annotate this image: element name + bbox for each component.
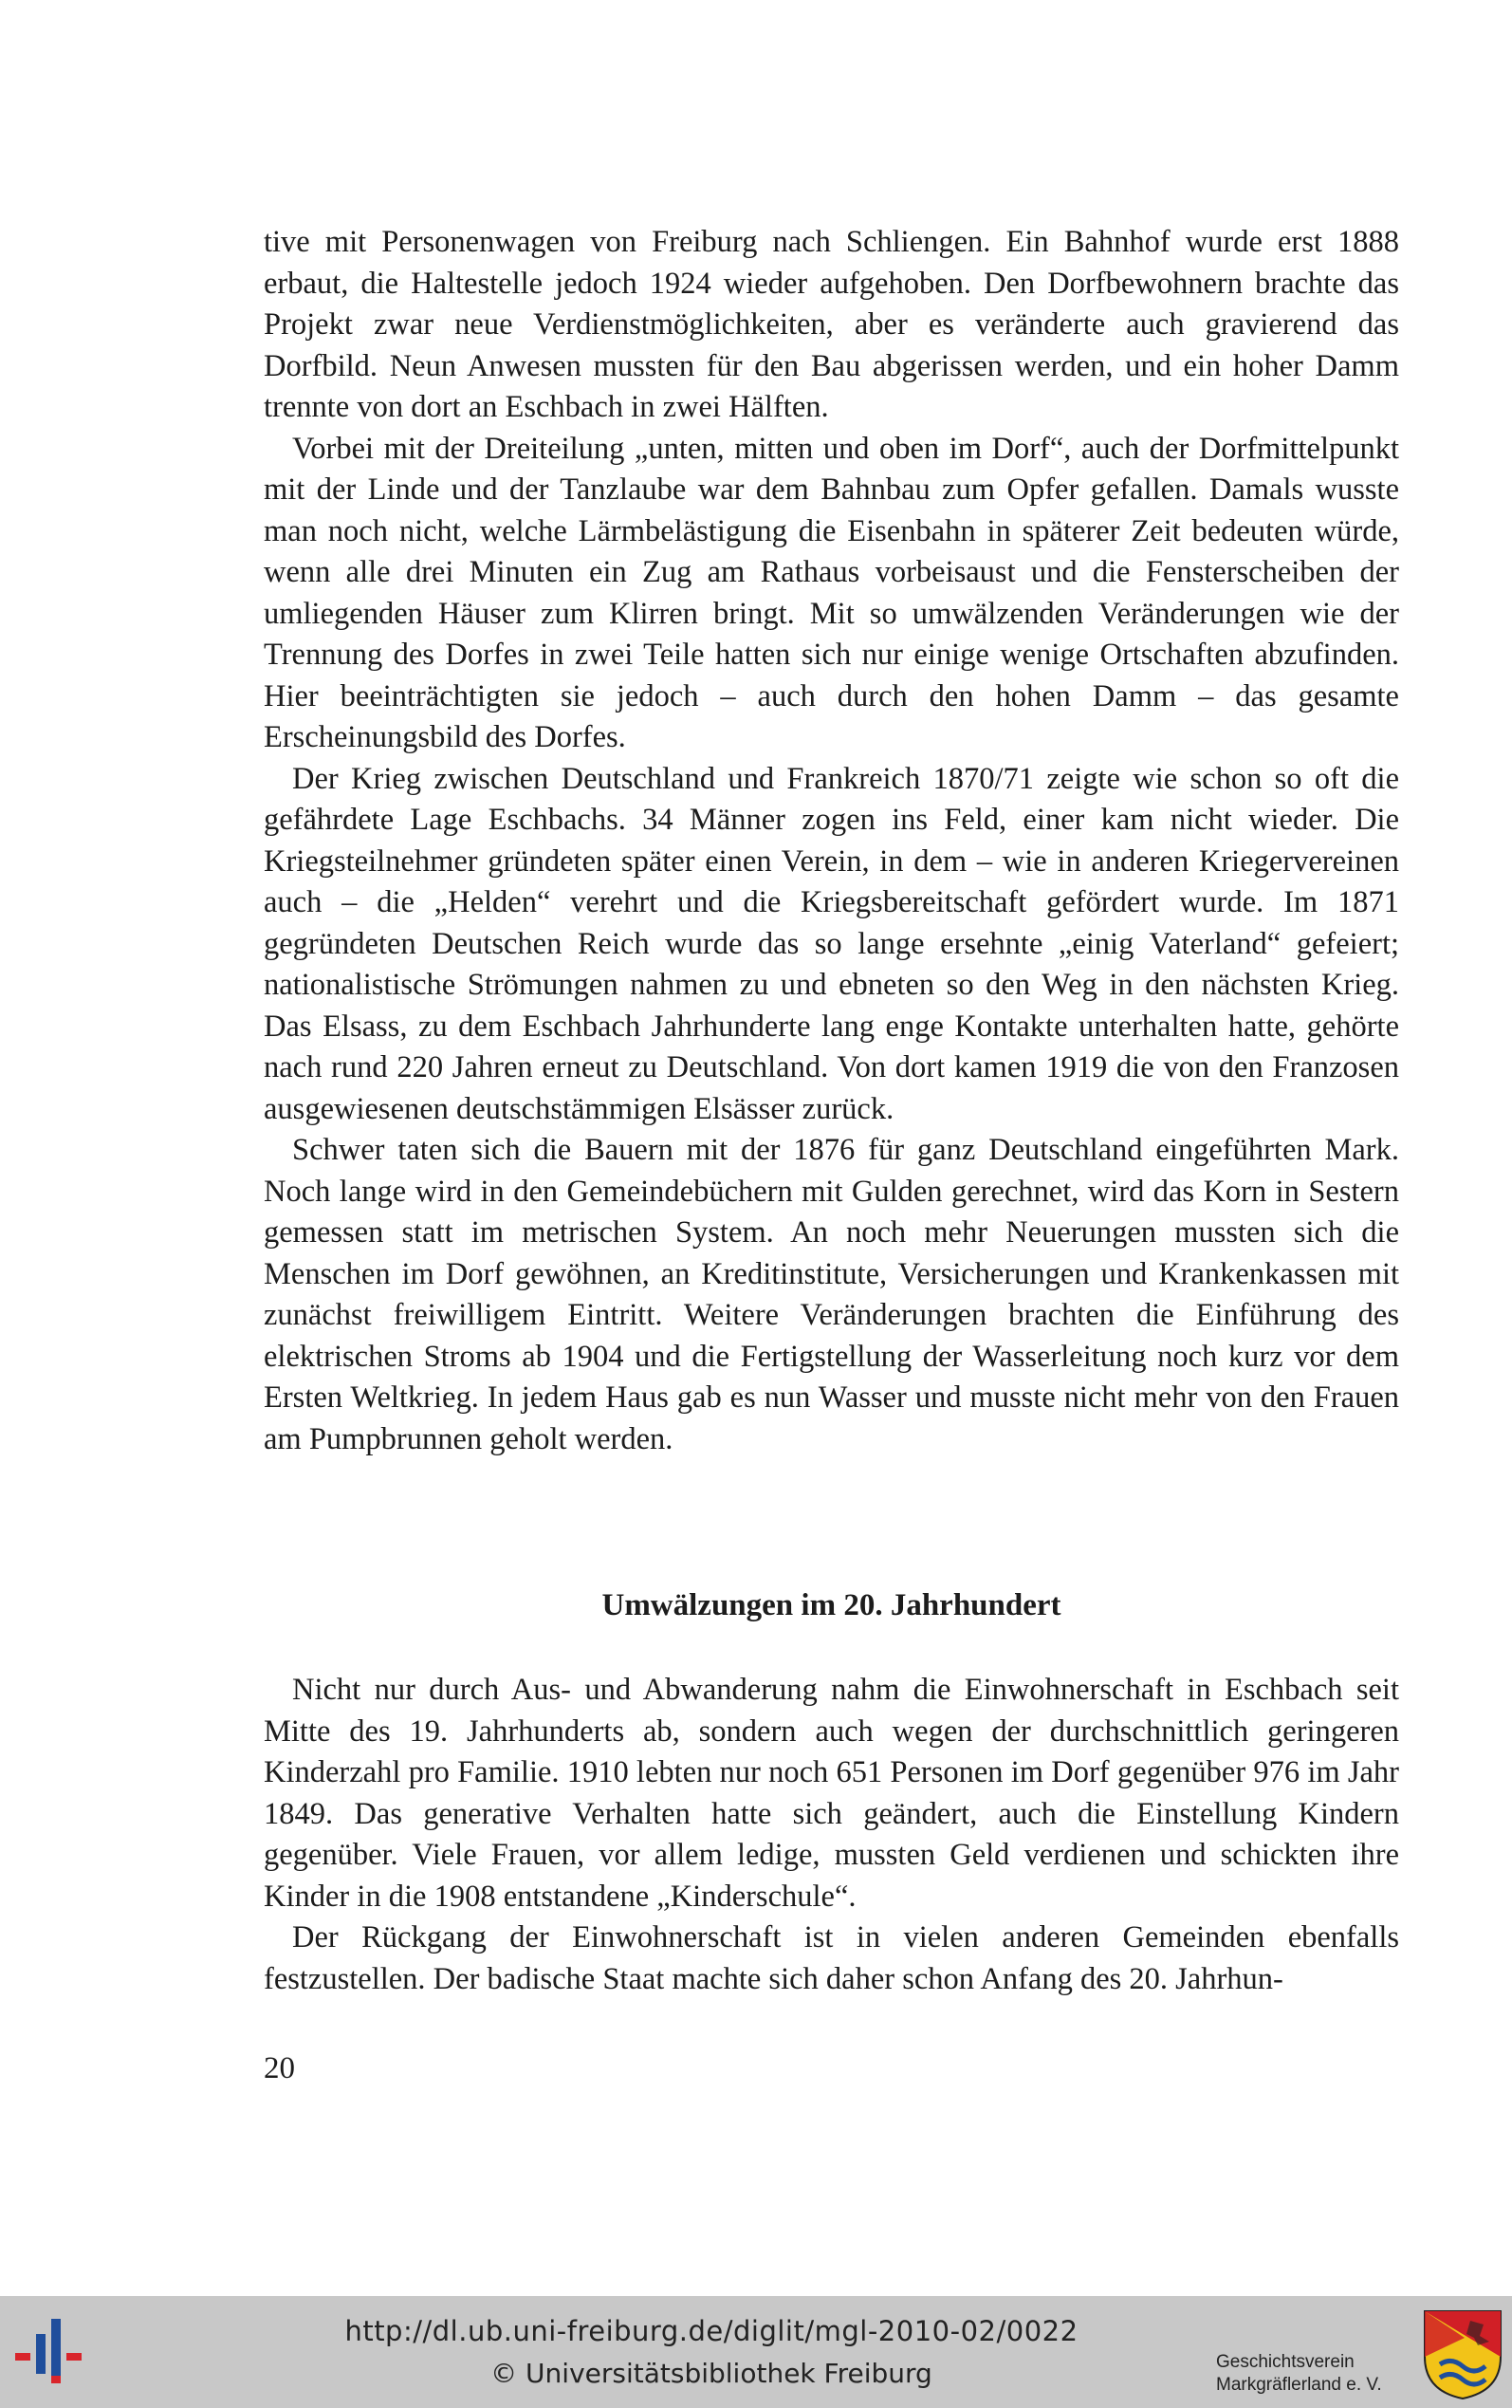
body-text-section-1 [264, 222, 1399, 1460]
body-text-section-2 [264, 1670, 1399, 2000]
copyright-notice: © Universitätsbibliothek Freiburg [490, 2358, 932, 2389]
coat-of-arms-icon [1423, 2309, 1503, 2400]
paragraph: Nicht nur durch Aus- und Abwanderung nahm die Einwohnerschaft in Eschbach seit Mitte des 19. Jahrhunderts ab, sondern auch wegen der durchschnittlich geringeren Kinderzahl pro Familie. 1910 lebten nur noch 651 Personen im Dorf gegenüber 976 im Jahr 1849. Das generative Verhalten hatte sich geändert, auch die Einstellung Kindern gegenüber. Viele Frauen, vor allem ledige, mussten Geld verdienen und schickten ihre Kinder in die 1908 entstandene „Kinderschule“. [264, 1673, 1399, 1914]
paragraph: tive mit Personenwagen von Freiburg nach Schliengen. Ein Bahnhof wurde erst 1888 erbaut, die Haltestelle jedoch 1924 wieder aufgehoben. Den Dorfbewohnern brachte das Projekt zwar neue Verdienstmöglichkeiten, aber es veränderte auch gravierend das Dorfbild. Neun Anwesen mussten für den Bau abgerissen werden, und ein hoher Damm trennte von dort an Eschbach in zwei Hälften. [264, 225, 1399, 424]
society-line-1: Geschichtsverein [1216, 2352, 1355, 2372]
page-number: 20 [264, 2051, 295, 2085]
footer-citation [341, 2313, 1081, 2393]
society-line-2: Markgräflerland e. V. [1216, 2375, 1382, 2395]
section-heading: Umwälzungen im 20. Jahrhundert [601, 1588, 1061, 1622]
paragraph: Der Krieg zwischen Deutschland und Frankreich 1870/71 zeigte wie schon so oft die gefährdete Lage Eschbachs. 34 Männer zogen ins Feld, einer kam nicht wieder. Die Kriegsteilnehmer gründeten später einen Verein, in dem – wie in anderen Kriegervereinen auch – die „Helden“ verehrt und die Kriegsbereitschaft gefördert wurde. Im 1871 gegründeten Deutschen Reich wurde das so lange ersehnte „einig Vaterland“ gefeiert; nationalistische Strömungen nahmen zu und ebneten so den Weg in den nächsten Krieg. Das Elsass, zu dem Eschbach Jahrhunderte lang enge Kontakte unterhalten hatte, gehörte nach rund 220 Jahren erneut zu Deutschland. Von dort kamen 1919 die von den Franzosen ausgewiesenen deutschstämmigen Elsässer zurück. [264, 761, 1399, 1126]
paragraph: Schwer taten sich die Bauern mit der 1876 für ganz Deutschland eingeführten Mark. Noch lange wird in den Gemeindebüchern mit Gulden gerechnet, wird das Korn in Sestern gemessen statt im metrischen System. An noch mehr Neuerungen mussten sich die Menschen im Dorf gewöhnen, an Kreditinstitute, Versicherungen und Krankenkassen mit zunächst freiwilligem Eintritt. Weitere Veränderungen brachten die Einführung des elektrischen Stroms ab 1904 und die Fertigstellung der Wasserleitung noch kurz vor dem Ersten Weltkrieg. In jedem Haus gab es nun Wasser und musste nicht mehr von den Frauen am Pumpbrunnen geholt werden. [264, 1133, 1399, 1456]
paragraph: Der Rückgang der Einwohnerschaft ist in vielen anderen Gemeinden ebenfalls festzustellen. Der badische Staat machte sich daher schon Anfang des 20. Jahrhun- [264, 1920, 1399, 1996]
society-name [1216, 2351, 1415, 2397]
paragraph: Vorbei mit der Dreiteilung „unten, mitten und oben im Dorf“, auch der Dorfmittelpunkt mit der Linde und der Tanzlaube war dem Bahnbau zum Opfer gefallen. Damals wusste man noch nicht, welche Lärmbelästigung die Eisenbahn in späterer Zeit bedeuten würde, wenn alle drei Minuten ein Zug am Rathaus vorbeisaust und die Fensterscheiben der umliegenden Häuser zum Klirren bringt. Mit so umwälzenden Veränderungen wie der Trennung des Dorfes in zwei Teile hatten sich nur einige wenige Ortschaften abzufinden. Hier beeinträchtigten sie jedoch – auch durch den hohen Damm – das gesamte Erscheinungsbild des Dorfes. [264, 431, 1399, 754]
footer-bar [0, 2296, 1512, 2408]
permalink[interactable]: http://dl.ub.uni-freiburg.de/diglit/mgl-2010-02/0022 [344, 2315, 1079, 2347]
ub-freiburg-logo-icon [9, 2306, 95, 2391]
